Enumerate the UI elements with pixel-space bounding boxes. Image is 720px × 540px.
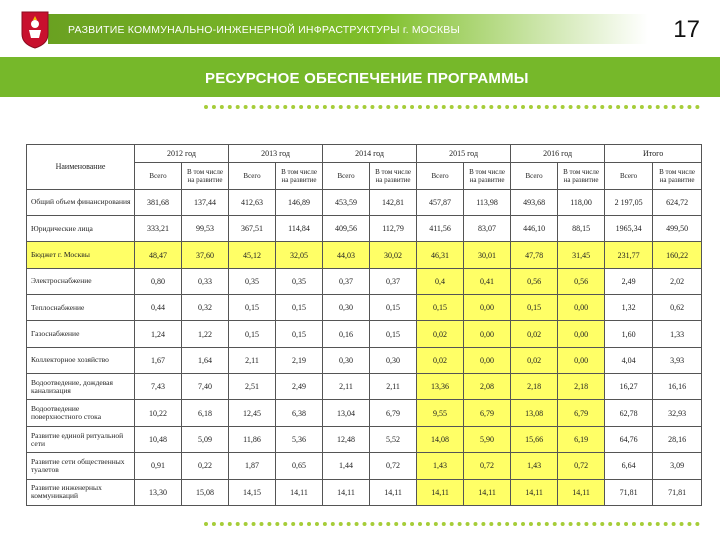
table-cell: 10,22: [135, 400, 182, 426]
table-cell: 3,93: [653, 347, 702, 373]
table-cell: 412,63: [229, 189, 276, 215]
table-cell: 0,80: [135, 268, 182, 294]
table-cell: 14,11: [511, 479, 558, 505]
row-name: Развитие сети общественных туалетов: [27, 453, 135, 479]
dotted-divider-top: [204, 105, 700, 109]
table-cell: 231,77: [605, 242, 653, 268]
table-cell: 0,65: [276, 453, 323, 479]
table-cell: 5,52: [370, 426, 417, 452]
table-cell: 2,49: [605, 268, 653, 294]
table-cell: 0,15: [370, 295, 417, 321]
table-cell: 2,18: [511, 374, 558, 400]
table-cell: 457,87: [417, 189, 464, 215]
table-cell: 31,45: [558, 242, 605, 268]
table-cell: 2,18: [558, 374, 605, 400]
row-name: Развитие единой ритуальной сети: [27, 426, 135, 452]
table-cell: 146,89: [276, 189, 323, 215]
table-cell: 14,11: [464, 479, 511, 505]
table-cell: 6,79: [558, 400, 605, 426]
column-header-total: Всего: [605, 163, 653, 189]
table-cell: 0,00: [558, 295, 605, 321]
table-cell: 14,15: [229, 479, 276, 505]
table-cell: 0,72: [370, 453, 417, 479]
column-header-year: 2012 год: [135, 145, 229, 163]
table-cell: 113,98: [464, 189, 511, 215]
table-cell: 118,00: [558, 189, 605, 215]
table-cell: 112,79: [370, 215, 417, 241]
column-header-development: В том числе на развитие: [276, 163, 323, 189]
table-cell: 0,15: [417, 295, 464, 321]
row-name: Водоотведение, дождевая канализация: [27, 374, 135, 400]
table-cell: 1,60: [605, 321, 653, 347]
column-header-year: 2014 год: [323, 145, 417, 163]
table-cell: 14,11: [276, 479, 323, 505]
table-cell: 381,68: [135, 189, 182, 215]
table-row: [27, 189, 702, 215]
table-cell: 5,36: [276, 426, 323, 452]
table-cell: 5,09: [182, 426, 229, 452]
table-cell: 0,37: [370, 268, 417, 294]
table-cell: 48,47: [135, 242, 182, 268]
table-cell: 0,62: [653, 295, 702, 321]
table-cell: 446,10: [511, 215, 558, 241]
table-cell: 83,07: [464, 215, 511, 241]
table-cell: 0,02: [511, 321, 558, 347]
table-cell: 0,32: [182, 295, 229, 321]
table-cell: 142,81: [370, 189, 417, 215]
table-cell: 409,56: [323, 215, 370, 241]
table-cell: 6,64: [605, 453, 653, 479]
table-cell: 6,19: [558, 426, 605, 452]
table-cell: 1,67: [135, 347, 182, 373]
moscow-coat-of-arms-icon: [20, 10, 50, 50]
table-cell: 2,02: [653, 268, 702, 294]
table-cell: 1,22: [182, 321, 229, 347]
table-cell: 0,00: [464, 347, 511, 373]
header-row-years: [27, 145, 702, 163]
table-cell: 2,11: [229, 347, 276, 373]
table-cell: 0,30: [323, 347, 370, 373]
table-cell: 45,12: [229, 242, 276, 268]
column-header-year: 2013 год: [229, 145, 323, 163]
table-cell: 14,11: [558, 479, 605, 505]
table-cell: 453,59: [323, 189, 370, 215]
row-name: Бюджет г. Москвы: [27, 242, 135, 268]
table-cell: 37,60: [182, 242, 229, 268]
column-header-development: В том числе на развитие: [464, 163, 511, 189]
table-cell: 0,4: [417, 268, 464, 294]
table-cell: 1,43: [511, 453, 558, 479]
table-cell: 62,78: [605, 400, 653, 426]
column-header-total: Всего: [417, 163, 464, 189]
table-row: [27, 453, 702, 479]
table-row: [27, 479, 702, 505]
table-cell: 0,16: [323, 321, 370, 347]
table-cell: 0,22: [182, 453, 229, 479]
table-cell: 0,15: [511, 295, 558, 321]
column-header-year: 2015 год: [417, 145, 511, 163]
table-cell: 1,33: [653, 321, 702, 347]
table-cell: 11,86: [229, 426, 276, 452]
table-cell: 114,84: [276, 215, 323, 241]
table-cell: 0,15: [229, 295, 276, 321]
table-cell: 0,30: [370, 347, 417, 373]
table-cell: 2,08: [464, 374, 511, 400]
table-row: [27, 268, 702, 294]
column-header-total: Всего: [511, 163, 558, 189]
table-cell: 0,41: [464, 268, 511, 294]
table-cell: 411,56: [417, 215, 464, 241]
table-cell: 333,21: [135, 215, 182, 241]
table-cell: 137,44: [182, 189, 229, 215]
table-cell: 0,00: [558, 321, 605, 347]
column-header-year: Итого: [605, 145, 702, 163]
table-cell: 5,90: [464, 426, 511, 452]
table-cell: 0,44: [135, 295, 182, 321]
table-cell: 6,79: [464, 400, 511, 426]
table-cell: 15,08: [182, 479, 229, 505]
table-row: [27, 374, 702, 400]
table-cell: 14,11: [370, 479, 417, 505]
table-cell: 0,02: [511, 347, 558, 373]
table-row: [27, 215, 702, 241]
table-cell: 0,33: [182, 268, 229, 294]
slide-title: РЕСУРСНОЕ ОБЕСПЕЧЕНИЕ ПРОГРАММЫ: [205, 70, 529, 87]
table-cell: 88,15: [558, 215, 605, 241]
page-number: 17: [673, 16, 700, 43]
row-name: Теплоснабжение: [27, 295, 135, 321]
table-cell: 9,55: [417, 400, 464, 426]
table-cell: 71,81: [605, 479, 653, 505]
column-header-name: Наименование: [27, 145, 135, 190]
table-cell: 0,72: [558, 453, 605, 479]
table-cell: 4,04: [605, 347, 653, 373]
table-cell: 0,00: [464, 295, 511, 321]
column-header-total: Всего: [323, 163, 370, 189]
table-cell: 0,15: [229, 321, 276, 347]
table-cell: 7,40: [182, 374, 229, 400]
row-name: Развитие инженерных коммуникаций: [27, 479, 135, 505]
table-cell: 2,11: [323, 374, 370, 400]
table-row: [27, 400, 702, 426]
table-cell: 1,64: [182, 347, 229, 373]
table-cell: 30,02: [370, 242, 417, 268]
table-row: [27, 295, 702, 321]
table-cell: 15,66: [511, 426, 558, 452]
column-header-total: Всего: [229, 163, 276, 189]
row-name: Юридические лица: [27, 215, 135, 241]
table-cell: 6,79: [370, 400, 417, 426]
table-cell: 10,48: [135, 426, 182, 452]
table-cell: 13,04: [323, 400, 370, 426]
row-name: Газоснабжение: [27, 321, 135, 347]
table-cell: 367,51: [229, 215, 276, 241]
table-cell: 32,05: [276, 242, 323, 268]
table-cell: 6,38: [276, 400, 323, 426]
table-cell: 0,72: [464, 453, 511, 479]
table-cell: 1,44: [323, 453, 370, 479]
table-cell: 14,08: [417, 426, 464, 452]
column-header-development: В том числе на развитие: [182, 163, 229, 189]
table-cell: 1,24: [135, 321, 182, 347]
table-cell: 0,15: [276, 295, 323, 321]
table-cell: 0,02: [417, 347, 464, 373]
table-cell: 499,50: [653, 215, 702, 241]
dotted-divider-bottom: [204, 522, 700, 526]
table-cell: 0,35: [229, 268, 276, 294]
table-cell: 0,00: [558, 347, 605, 373]
table-cell: 0,56: [558, 268, 605, 294]
table-cell: 2,19: [276, 347, 323, 373]
table-cell: 30,01: [464, 242, 511, 268]
table-cell: 0,30: [323, 295, 370, 321]
table-cell: 1,87: [229, 453, 276, 479]
table-row: [27, 426, 702, 452]
table-cell: 14,11: [417, 479, 464, 505]
table-cell: 16,16: [653, 374, 702, 400]
table-cell: 0,56: [511, 268, 558, 294]
table-cell: 493,68: [511, 189, 558, 215]
table-cell: 2,49: [276, 374, 323, 400]
table-cell: 64,76: [605, 426, 653, 452]
table-cell: 160,22: [653, 242, 702, 268]
table-cell: 12,45: [229, 400, 276, 426]
table-cell: 16,27: [605, 374, 653, 400]
table-cell: 13,30: [135, 479, 182, 505]
column-header-development: В том числе на развитие: [370, 163, 417, 189]
table-cell: 624,72: [653, 189, 702, 215]
table-cell: 0,02: [417, 321, 464, 347]
table-cell: 1,43: [417, 453, 464, 479]
table-row: [27, 347, 702, 373]
row-name: Общий объем финансирования: [27, 189, 135, 215]
row-name: Электроснабжение: [27, 268, 135, 294]
table-cell: 32,93: [653, 400, 702, 426]
table-cell: 0,00: [464, 321, 511, 347]
column-header-total: Всего: [135, 163, 182, 189]
table-cell: 0,91: [135, 453, 182, 479]
table-cell: 71,81: [653, 479, 702, 505]
table-cell: 13,08: [511, 400, 558, 426]
table-cell: 44,03: [323, 242, 370, 268]
column-header-development: В том числе на развитие: [653, 163, 702, 189]
table-cell: 0,15: [370, 321, 417, 347]
table-cell: 46,31: [417, 242, 464, 268]
table-cell: 0,37: [323, 268, 370, 294]
row-name: Коллекторное хозяйство: [27, 347, 135, 373]
table-cell: 2 197,05: [605, 189, 653, 215]
table-cell: 12,48: [323, 426, 370, 452]
table-row: [27, 321, 702, 347]
table-cell: 0,35: [276, 268, 323, 294]
column-header-development: В том числе на развитие: [558, 163, 605, 189]
table-row: [27, 242, 702, 268]
row-name: Водоотведение поверхностного стока: [27, 400, 135, 426]
table-cell: 3,09: [653, 453, 702, 479]
table-cell: 14,11: [323, 479, 370, 505]
table-cell: 2,51: [229, 374, 276, 400]
table-cell: 6,18: [182, 400, 229, 426]
table-cell: 2,11: [370, 374, 417, 400]
table-cell: 7,43: [135, 374, 182, 400]
table-cell: 1965,34: [605, 215, 653, 241]
table-cell: 28,16: [653, 426, 702, 452]
resource-table: [26, 144, 702, 506]
table-cell: 13,36: [417, 374, 464, 400]
column-header-year: 2016 год: [511, 145, 605, 163]
table-cell: 0,15: [276, 321, 323, 347]
table-cell: 47,78: [511, 242, 558, 268]
header-title: РАЗВИТИЕ КОММУНАЛЬНО-ИНЖЕНЕРНОЙ ИНФРАСТРУКТУРЫ г. МОСКВЫ: [68, 24, 460, 36]
table-cell: 1,32: [605, 295, 653, 321]
table-cell: 99,53: [182, 215, 229, 241]
